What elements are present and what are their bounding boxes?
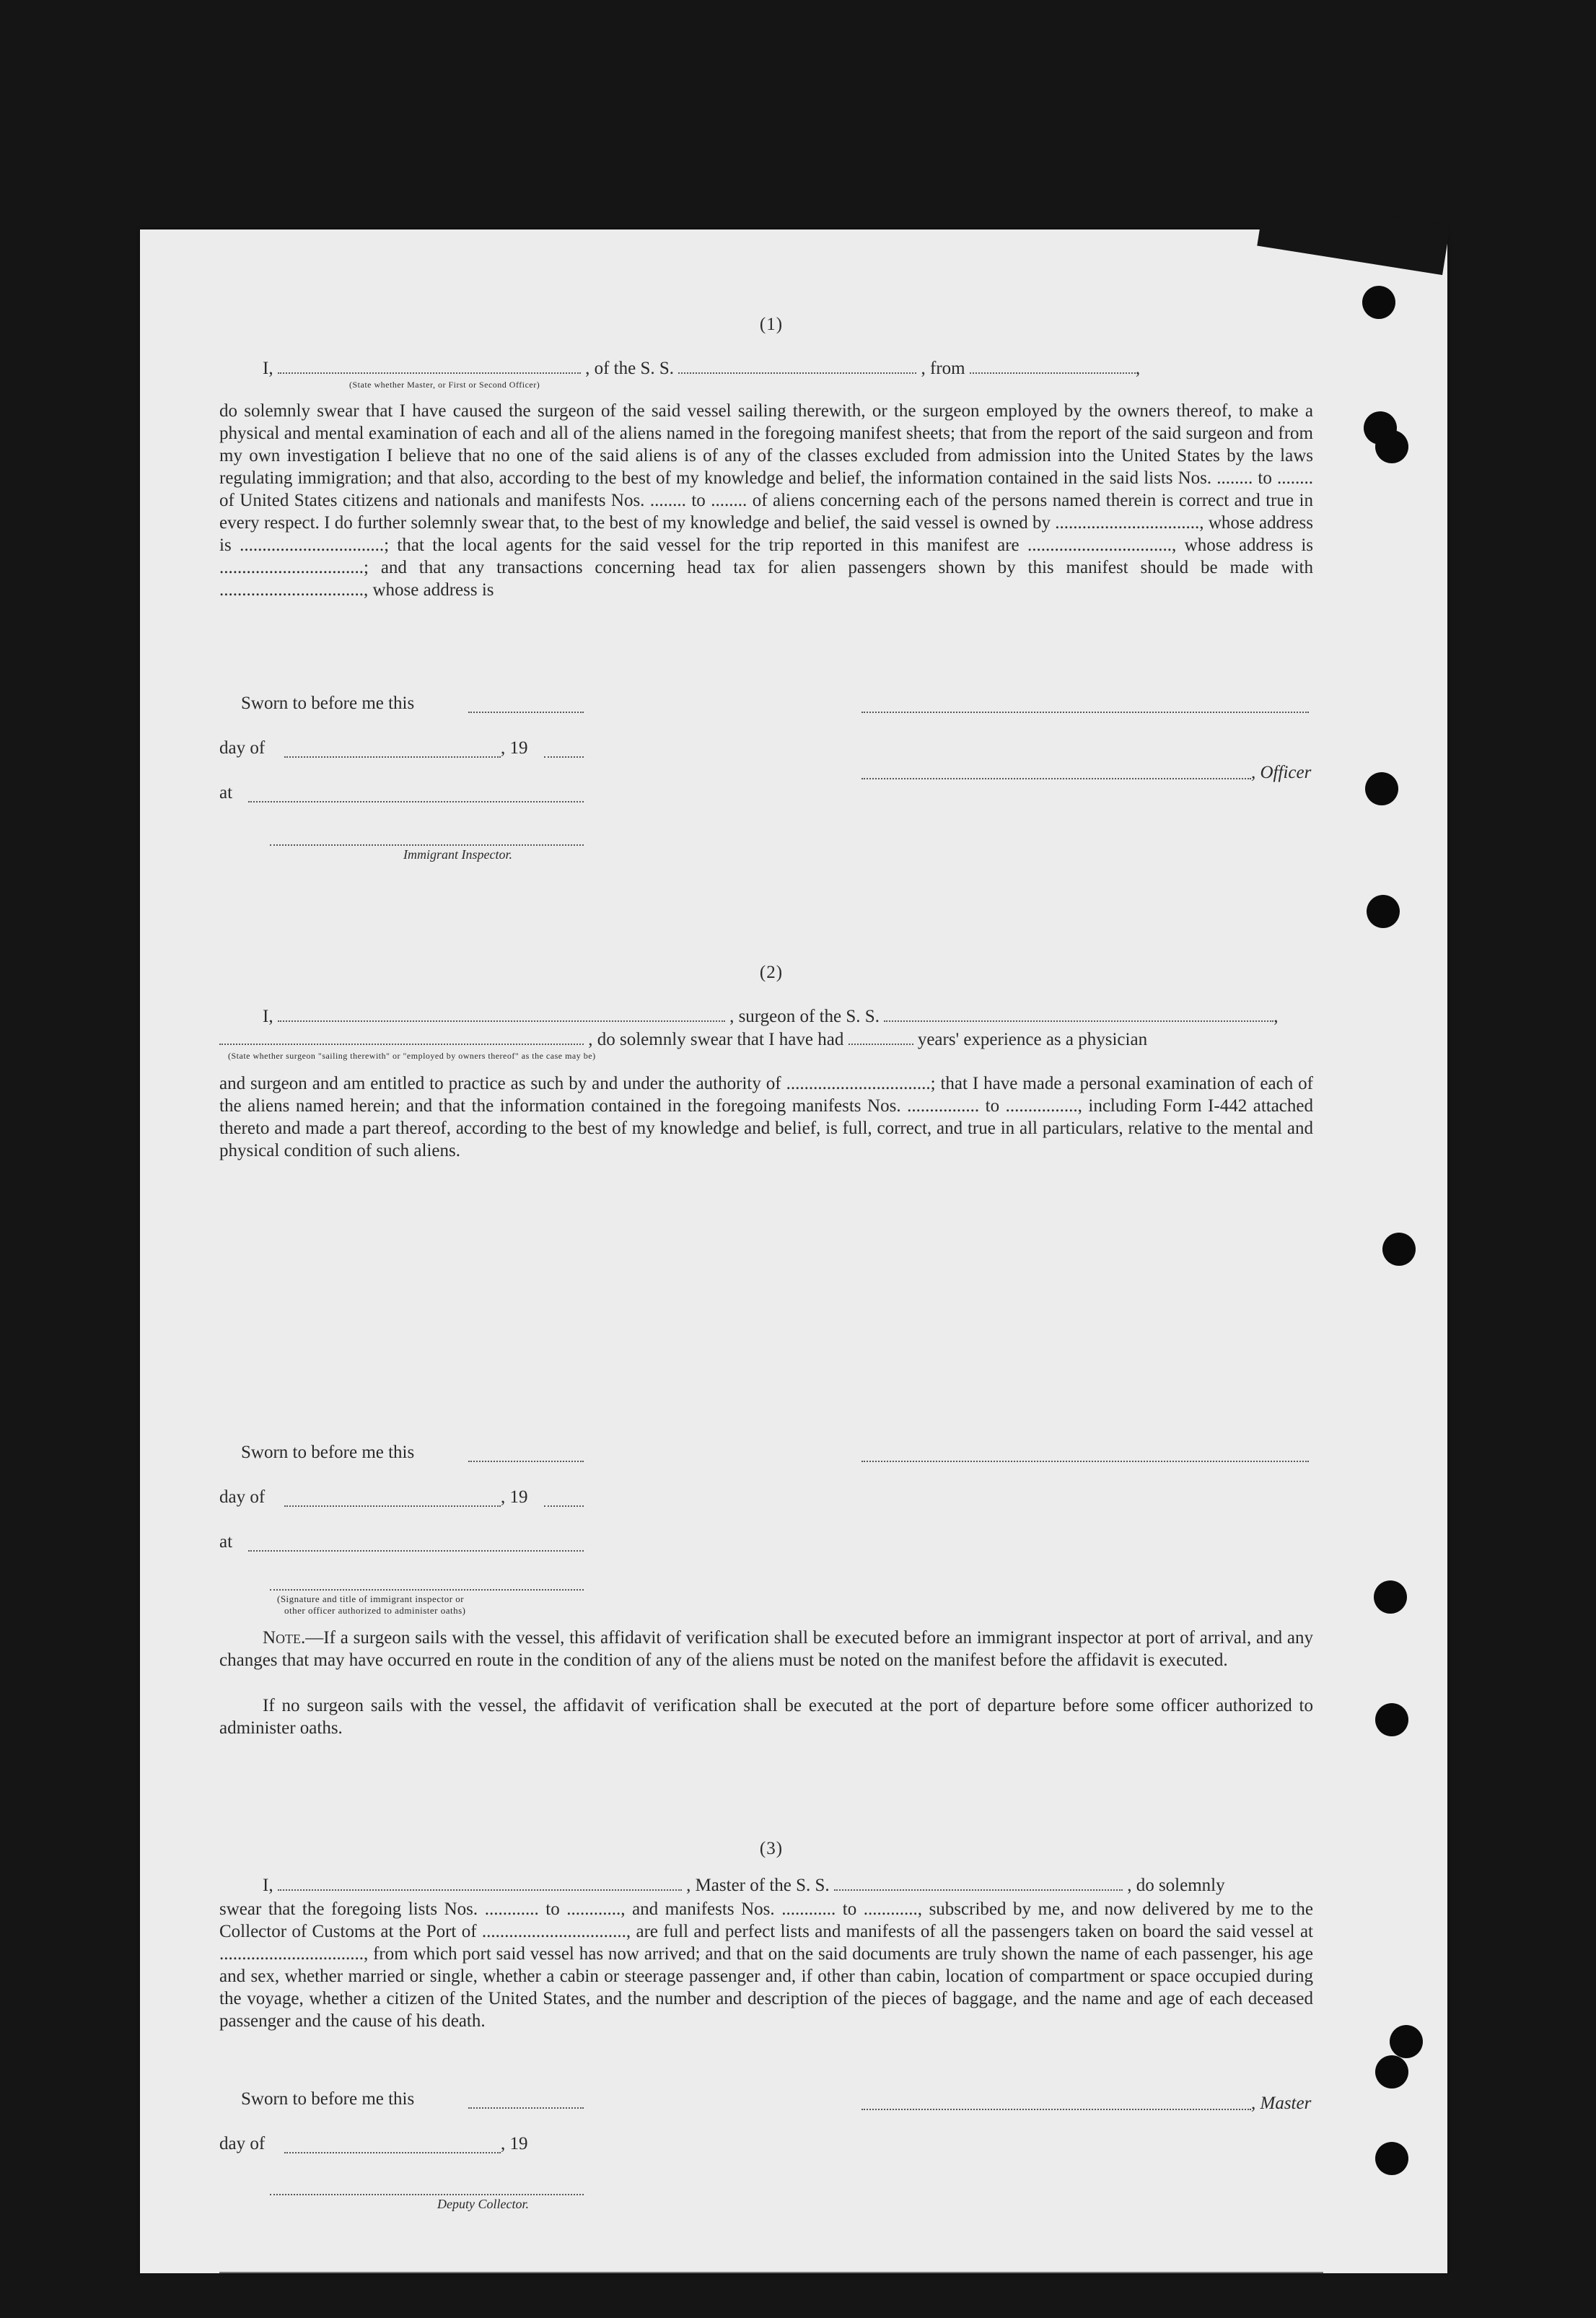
from-label: , from — [921, 359, 965, 378]
at-blank-1[interactable] — [248, 801, 584, 802]
day-blank-3[interactable] — [284, 2152, 501, 2153]
section-2-body: and surgeon and am entitled to practice as such by and under the authority of ................................; that I have made a personal examination of each of the aliens named herein; and that the information contained in the foregoing manifests Nos. ................ to ................, including Form I-442 attached thereto and made a part thereof, according to the best of my knowledge and belief, is full, correct, and true in all particulars, relative to the mental and physical condition of such aliens. — [219, 1074, 1313, 1160]
sworn-label-2: Sworn to before me this — [241, 1443, 415, 1462]
punch-hole — [1362, 286, 1395, 319]
sig-caption-2: other officer authorized to administer oaths) — [284, 1605, 466, 1616]
punch-hole — [1365, 772, 1398, 805]
note-label: Note. — [263, 1628, 306, 1648]
officer-label: , Officer — [1251, 763, 1312, 782]
vessel-name-blank-2[interactable] — [884, 1007, 1273, 1022]
punch-hole — [1374, 1580, 1407, 1614]
from-port-blank[interactable] — [970, 359, 1136, 374]
manifest-back-page — [140, 229, 1447, 2273]
year-label-3: , 19 — [501, 2134, 528, 2153]
master-name-blank[interactable] — [278, 1876, 682, 1891]
section-3-body: swear that the foregoing lists Nos. ............ to ............, and manifests Nos. ............ to ............, subscribed by me, and now delivered by me to the Collector of Customs at the Port of ................................, are full and perfect lists and manifests of all the passengers taken on board the said vessel at ................................, from which port said vessel has now arrived; and that on the said documents are truly shown the name of each passenger, his age and sex, whether married or single, whether a cabin or steerage passenger and, if other than cabin, location of compartment or space occupied during the voyage, whether a citizen of the United States, and the number and description of the pieces of baggage, and the name and age of each deceased passenger and the cause of his death. — [219, 1899, 1313, 2031]
punch-hole — [1375, 2055, 1408, 2089]
year-label-1: , 19 — [501, 738, 528, 758]
note-text: —If a surgeon sails with the vessel, this affidavit of verification shall be executed before an immigrant inspector at port of arrival, and any changes that may have occurred en route in the condition of any of the aliens must be noted on the manifest before the affidavit is executed. — [219, 1628, 1313, 1670]
master-signature-line[interactable] — [861, 2109, 1251, 2110]
master-of-ss-label: , Master of the S. S. — [686, 1876, 830, 1895]
section-3-line-1: I, , Master of the S. S. , do solemnly — [263, 1876, 1225, 1895]
note-paragraph — [219, 1627, 1313, 1671]
surgeon-hint: (State whether surgeon "sailing therewith" or "employed by owners thereof" as the case may be) — [228, 1051, 596, 1061]
surgeon-of-ss-label: , surgeon of the S. S. — [729, 1007, 880, 1026]
day-of-label-3: day of — [219, 2134, 266, 2153]
surgeon-type-blank[interactable] — [219, 1031, 584, 1045]
sworn-label-3: Sworn to before me this — [241, 2089, 415, 2109]
day-of-label-2: day of — [219, 1487, 266, 1507]
deputy-signature-line[interactable] — [270, 2194, 584, 2195]
sig-caption-1: (Signature and title of immigrant inspector or — [277, 1593, 465, 1604]
at-label-2: at — [219, 1532, 233, 1552]
section-1-line-1: I, , of the S. S. , from , — [263, 359, 1141, 378]
section-2-number: (2) — [759, 963, 784, 982]
officer-signature-line[interactable] — [861, 712, 1309, 713]
inspector-signature-line-2[interactable] — [270, 1589, 584, 1591]
punch-hole — [1382, 1233, 1416, 1266]
punch-hole — [1375, 430, 1408, 463]
officer-name-blank[interactable] — [278, 359, 581, 374]
section-2-line-1: I, , surgeon of the S. S. , — [263, 1007, 1279, 1026]
section-3-number: (3) — [759, 1839, 784, 1858]
at-label-1: at — [219, 783, 233, 802]
punch-hole — [1367, 895, 1400, 928]
section-1-number: (1) — [759, 315, 784, 334]
year-blank-2[interactable] — [544, 1505, 584, 1507]
punch-hole — [1390, 2025, 1423, 2058]
of-the-ss-label: , of the S. S. — [585, 359, 675, 378]
surgeon-signature-line[interactable] — [861, 1461, 1309, 1462]
surgeon-name-blank[interactable] — [278, 1007, 725, 1022]
bottom-rule — [219, 2272, 1323, 2273]
sworn-blank-1[interactable] — [468, 712, 584, 713]
at-blank-2[interactable] — [248, 1550, 584, 1552]
sworn-blank-3[interactable] — [468, 2107, 584, 2109]
officer-hint: (State whether Master, or First or Second Officer) — [349, 380, 540, 390]
punch-hole — [1375, 1703, 1408, 1736]
year-label-2: , 19 — [501, 1487, 528, 1507]
note-paragraph-2: If no surgeon sails with the vessel, the affidavit of verification shall be executed at the port of departure before some officer authorized to administer oaths. — [219, 1696, 1313, 1738]
officer-title-line[interactable] — [861, 778, 1251, 779]
inspector-signature-line[interactable] — [270, 844, 584, 846]
inspector-label: Immigrant Inspector. — [403, 847, 512, 862]
master-label: , Master — [1251, 2094, 1312, 2113]
sworn-blank-2[interactable] — [468, 1461, 584, 1462]
day-blank-2[interactable] — [284, 1505, 501, 1507]
punch-hole — [1375, 2142, 1408, 2175]
day-blank-1[interactable] — [284, 756, 501, 758]
section-2-line-2: , do solemnly swear that I have had years' experience as a physician — [219, 1029, 1147, 1051]
deputy-label: Deputy Collector. — [437, 2197, 529, 2211]
vessel-name-blank[interactable] — [678, 359, 916, 374]
section-1-body: do solemnly swear that I have caused the surgeon of the said vessel sailing therewith, or the surgeon employed by the owners thereof, to make a physical and mental examination of each and all of the aliens named in the foregoing manifest sheets; that from the report of the said surgeon and from my own investigation I believe that no one of the said aliens is of any of the classes excluded from admission into the United States by the laws regulating immigration; and that also, according to the best of my knowledge and belief, the information contained in the said lists Nos. ........ to ........ of United States citizens and nationals and manifests Nos. ........ to ........ of aliens concerning each of the persons named therein is correct and true in every respect. I do further solemnly swear that, to the best of my knowledge and belief, the said vessel is owned by ................................, whose address is ................................; that the local agents for the said vessel for the trip reported in this manifest are ................................, whose address is ................................; and that any transactions concerning head tax for alien passengers shown by this manifest should be made with ................................, whose address is — [219, 401, 1313, 600]
vessel-name-blank-3[interactable] — [834, 1876, 1123, 1891]
sworn-label-1: Sworn to before me this — [241, 694, 415, 713]
years-blank[interactable] — [849, 1031, 913, 1045]
day-of-label-1: day of — [219, 738, 266, 758]
year-blank-1[interactable] — [544, 756, 584, 758]
